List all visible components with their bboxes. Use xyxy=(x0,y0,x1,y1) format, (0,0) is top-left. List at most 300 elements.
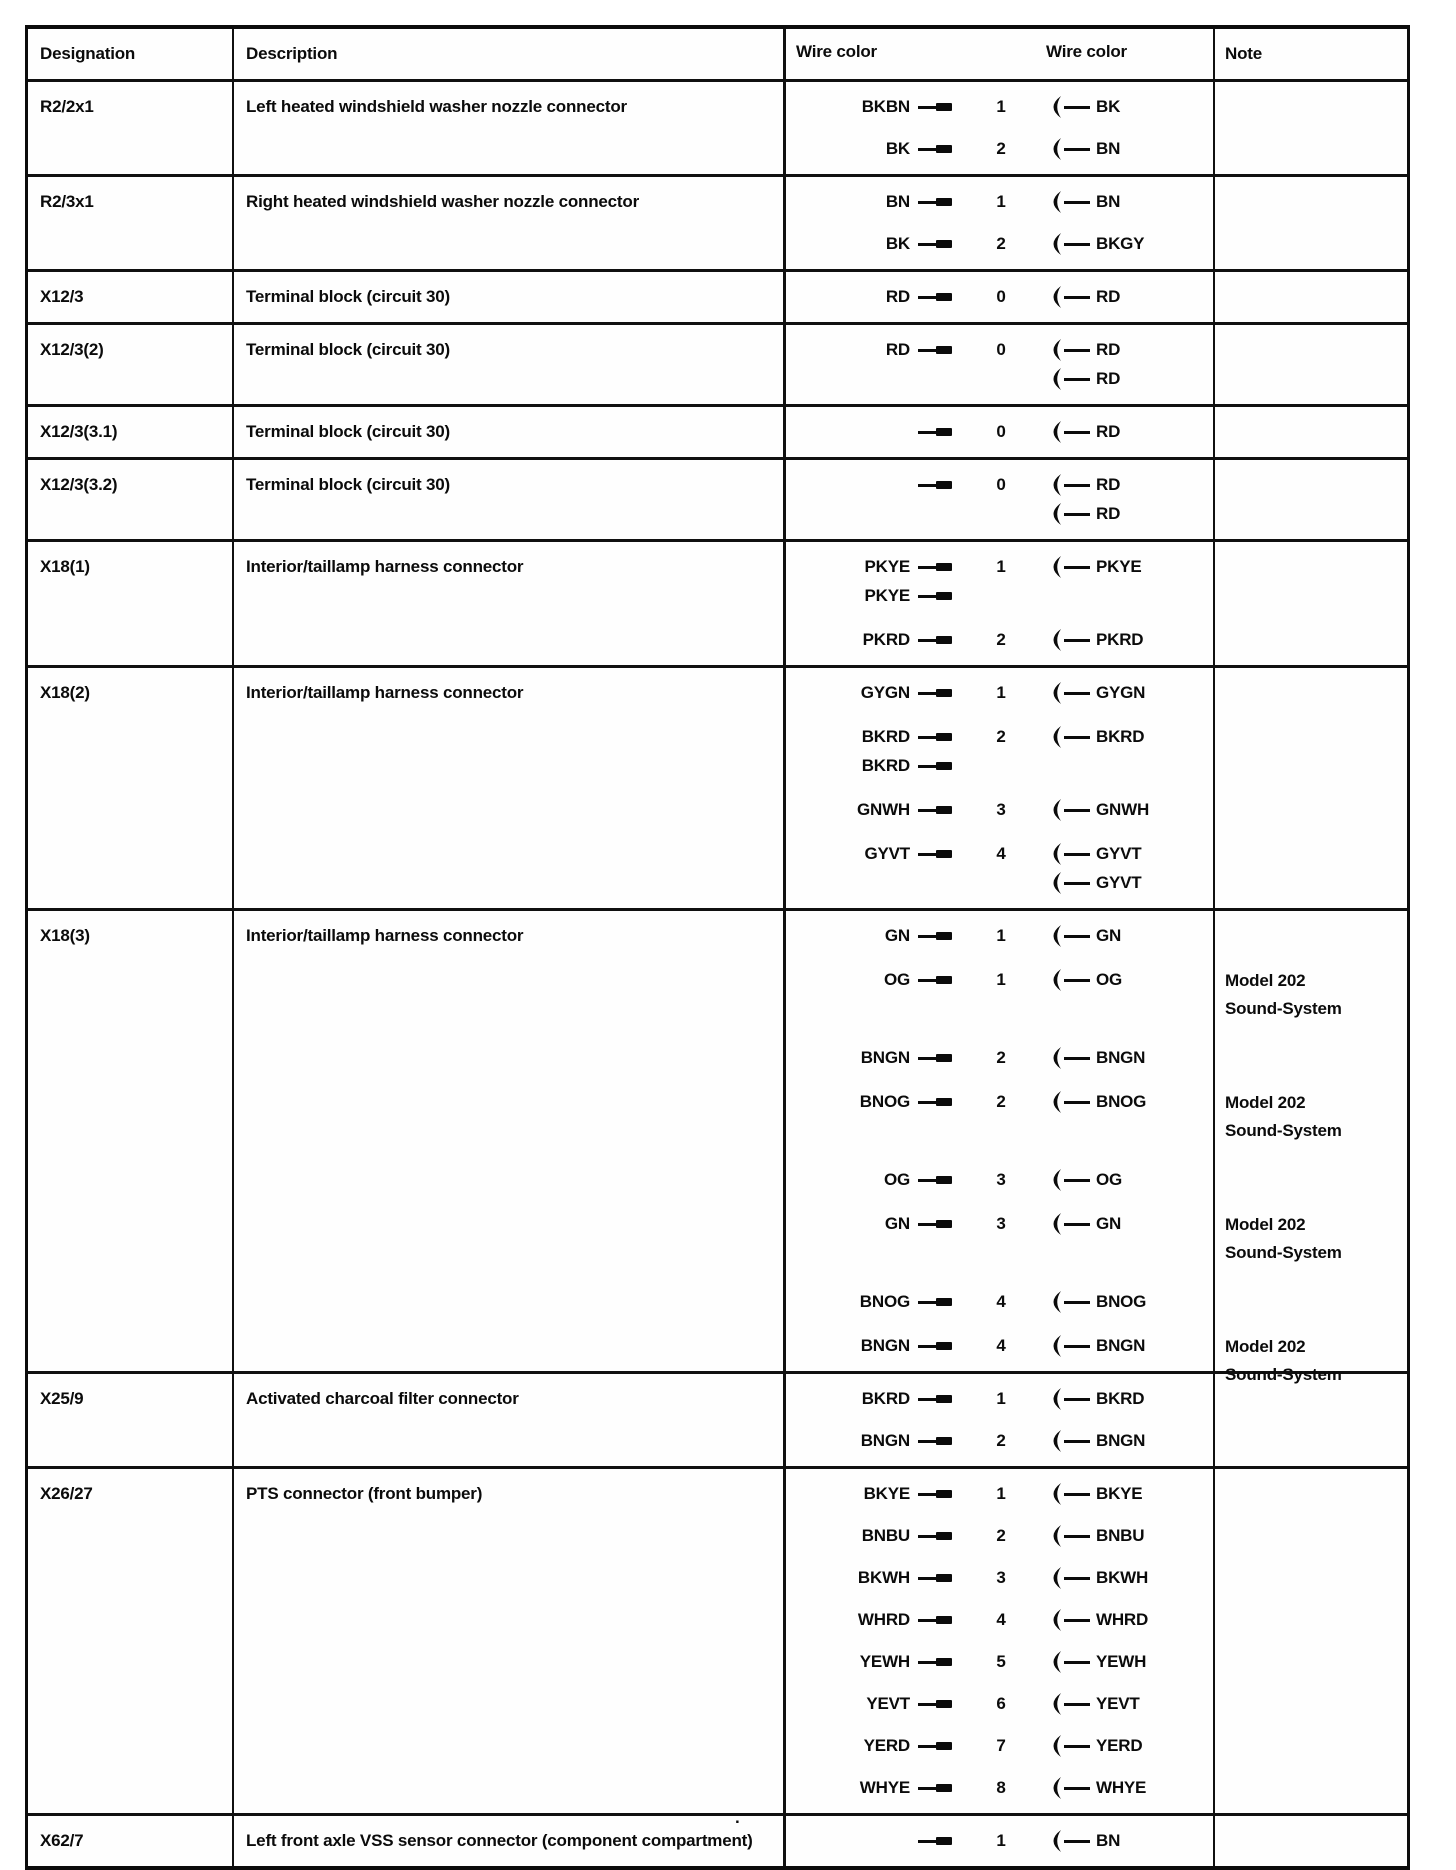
wire-line-segment-icon xyxy=(1064,1493,1090,1496)
wire-stub-icon xyxy=(916,1481,958,1507)
wire-right-label: WHRD xyxy=(1096,1610,1149,1629)
wire-left-label: BK xyxy=(885,234,910,253)
wire-list xyxy=(786,460,1215,539)
page-footer-dot: . xyxy=(735,1808,740,1827)
wire-right-group xyxy=(1050,969,1122,991)
description-cell xyxy=(234,82,786,174)
wire-left-label: YEWH xyxy=(859,1652,910,1671)
wire-line xyxy=(786,797,1213,823)
note-line-2: Sound-System xyxy=(1225,1243,1342,1262)
wire-right-label: BNOG xyxy=(1096,1092,1147,1111)
note-block xyxy=(1225,189,1403,215)
wire-list xyxy=(786,82,1215,174)
designation-label: X18(1) xyxy=(40,557,90,576)
wire-line xyxy=(786,680,1213,706)
note-block xyxy=(1225,1649,1403,1675)
socket-contact-icon xyxy=(1050,339,1063,361)
wire-line xyxy=(786,189,1213,215)
wire-left-label: OG xyxy=(883,1170,910,1189)
wire-line-segment-icon xyxy=(1064,1398,1090,1401)
wire-line xyxy=(786,1733,1213,1759)
description-label: Terminal block (circuit 30) xyxy=(246,422,451,441)
socket-contact-icon xyxy=(1050,138,1063,160)
note-list xyxy=(1215,911,1407,1384)
wire-line xyxy=(786,583,1213,609)
description-cell xyxy=(234,1816,786,1866)
wire-right-group xyxy=(1050,1735,1142,1757)
socket-contact-icon xyxy=(1050,969,1063,991)
wire-left-label: BNGN xyxy=(860,1336,910,1355)
wire-list xyxy=(786,272,1215,322)
note-list xyxy=(1215,325,1407,404)
wire-left-label: BNOG xyxy=(859,1092,910,1111)
wire-left-label: BNBU xyxy=(861,1526,910,1545)
description-label: Interior/taillamp harness connector xyxy=(246,926,524,945)
socket-contact-icon xyxy=(1050,1777,1063,1799)
table-row xyxy=(28,1466,1407,1813)
wire-right-group xyxy=(1050,286,1120,308)
note-line-1: Model 202 xyxy=(1225,1093,1306,1112)
description-label: Left front axle VSS sensor connector (component compartment) xyxy=(246,1831,753,1850)
wire-line xyxy=(786,501,1213,527)
wire-stub-icon xyxy=(916,1089,958,1115)
wire-stub-icon xyxy=(916,1167,958,1193)
note-line-2: Sound-System xyxy=(1225,1121,1342,1140)
wire-pin-number: 2 xyxy=(996,1526,1006,1545)
connector-pinout-table xyxy=(25,25,1410,1870)
table-row xyxy=(28,269,1407,322)
socket-contact-icon xyxy=(1050,1213,1063,1235)
note-list xyxy=(1215,542,1407,665)
note-list xyxy=(1215,272,1407,322)
wire-right-group xyxy=(1050,872,1142,894)
note-block xyxy=(1225,753,1403,779)
wire-line xyxy=(786,94,1213,120)
description-label: Activated charcoal filter connector xyxy=(246,1389,519,1408)
wire-stub-icon xyxy=(916,841,958,867)
socket-contact-icon xyxy=(1050,1525,1063,1547)
wire-line-segment-icon xyxy=(1064,431,1090,434)
wire-right-label: RD xyxy=(1096,475,1121,494)
wire-line xyxy=(786,1333,1213,1359)
wire-left-label: GYVT xyxy=(864,844,910,863)
wire-right-group xyxy=(1050,726,1144,748)
note-block xyxy=(1225,923,1403,949)
wire-stub-icon xyxy=(916,1386,958,1412)
wire-list xyxy=(786,1816,1215,1866)
wire-line-segment-icon xyxy=(1064,853,1090,856)
note-list xyxy=(1215,1374,1407,1466)
wire-line xyxy=(786,1089,1213,1115)
wire-line-segment-icon xyxy=(1064,639,1090,642)
description-cell xyxy=(234,911,786,1371)
designation-label: X18(2) xyxy=(40,683,90,702)
wire-stub-icon xyxy=(916,753,958,779)
wire-line xyxy=(786,753,1213,779)
wire-line xyxy=(786,1289,1213,1315)
note-block xyxy=(1225,284,1403,310)
description-label: Right heated windshield washer nozzle connector xyxy=(246,192,639,211)
wire-left-label: GN xyxy=(884,1214,910,1233)
wire-right-label: BN xyxy=(1096,1831,1121,1850)
wire-right-label: PKRD xyxy=(1096,630,1144,649)
wire-right-label: BN xyxy=(1096,192,1121,211)
note-block xyxy=(1225,337,1403,363)
wire-right-label: GN xyxy=(1096,926,1122,945)
wire-right-group xyxy=(1050,474,1120,496)
designation-label: R2/3x1 xyxy=(40,192,94,211)
wire-pin-number: 1 xyxy=(996,683,1006,702)
table-body xyxy=(28,79,1407,1866)
designation-cell xyxy=(28,911,234,1371)
wire-line xyxy=(786,1386,1213,1412)
wire-left-label: GN xyxy=(884,926,910,945)
socket-contact-icon xyxy=(1050,1335,1063,1357)
wire-line-segment-icon xyxy=(1064,484,1090,487)
wire-stub-icon xyxy=(916,680,958,706)
designation-cell xyxy=(28,272,234,322)
wire-stub-icon xyxy=(916,136,958,162)
socket-contact-icon xyxy=(1050,1291,1063,1313)
wire-right-group xyxy=(1050,925,1121,947)
wire-line-segment-icon xyxy=(1064,1577,1090,1580)
wire-list xyxy=(786,542,1215,665)
wire-line-segment-icon xyxy=(1064,1440,1090,1443)
wire-line xyxy=(786,366,1213,392)
table-row xyxy=(28,79,1407,174)
wire-stub-icon xyxy=(916,1775,958,1801)
wire-right-group xyxy=(1050,368,1120,390)
wire-right-group xyxy=(1050,1777,1146,1799)
socket-contact-icon xyxy=(1050,1430,1063,1452)
description-cell xyxy=(234,177,786,269)
wire-pin-number: 2 xyxy=(996,727,1006,746)
description-label: Terminal block (circuit 30) xyxy=(246,340,451,359)
wire-list xyxy=(786,668,1215,908)
designation-label: X62/7 xyxy=(40,1831,84,1850)
note-block xyxy=(1225,136,1403,162)
note-block xyxy=(1225,501,1403,527)
description-cell xyxy=(234,460,786,539)
wire-pin-number: 5 xyxy=(996,1652,1006,1671)
wire-line xyxy=(786,841,1213,867)
wire-line-segment-icon xyxy=(1064,1179,1090,1182)
table-row xyxy=(28,457,1407,539)
wire-left-label: BK xyxy=(885,139,910,158)
wire-right-group xyxy=(1050,503,1120,525)
wire-line-segment-icon xyxy=(1064,1703,1090,1706)
socket-contact-icon xyxy=(1050,286,1063,308)
socket-contact-icon xyxy=(1050,556,1063,578)
wire-left-label: PKRD xyxy=(862,630,910,649)
socket-contact-icon xyxy=(1050,1567,1063,1589)
wire-line-segment-icon xyxy=(1064,1661,1090,1664)
wire-right-label: GN xyxy=(1096,1214,1122,1233)
wire-line xyxy=(786,1691,1213,1717)
wire-line-segment-icon xyxy=(1064,1840,1090,1843)
note-block xyxy=(1225,1089,1403,1140)
wire-left-label: YERD xyxy=(863,1736,910,1755)
note-block xyxy=(1225,1775,1403,1801)
note-line-1: Model 202 xyxy=(1225,1215,1306,1234)
wire-right-group xyxy=(1050,1335,1145,1357)
socket-contact-icon xyxy=(1050,726,1063,748)
description-cell xyxy=(234,407,786,457)
note-line-2: Sound-System xyxy=(1225,999,1342,1018)
wire-pin-number: 2 xyxy=(996,1431,1006,1450)
wire-pin-number: 2 xyxy=(996,234,1006,253)
note-list xyxy=(1215,1469,1407,1813)
designation-cell xyxy=(28,460,234,539)
wire-left-label: BNGN xyxy=(860,1431,910,1450)
wire-right-label: RD xyxy=(1096,422,1121,441)
wire-line xyxy=(786,136,1213,162)
wire-right-label: RD xyxy=(1096,369,1121,388)
designation-cell xyxy=(28,1816,234,1866)
wire-pin-number: 0 xyxy=(996,475,1006,494)
wire-right-label: BK xyxy=(1096,97,1121,116)
wire-left-label: BNGN xyxy=(860,1048,910,1067)
wire-stub-icon xyxy=(916,337,958,363)
wire-right-label: OG xyxy=(1096,970,1123,989)
designation-cell xyxy=(28,1469,234,1813)
note-block xyxy=(1225,366,1403,392)
wire-left-label: OG xyxy=(883,970,910,989)
socket-contact-icon xyxy=(1050,1483,1063,1505)
wire-right-label: BKYE xyxy=(1096,1484,1143,1503)
wire-line-segment-icon xyxy=(1064,296,1090,299)
designation-cell xyxy=(28,542,234,665)
wire-line-segment-icon xyxy=(1064,1101,1090,1104)
header-designation-label: Designation xyxy=(40,44,136,63)
wire-right-group xyxy=(1050,138,1120,160)
table-row xyxy=(28,404,1407,457)
note-list xyxy=(1215,460,1407,539)
wire-left-label: BKYE xyxy=(863,1484,910,1503)
socket-contact-icon xyxy=(1050,1693,1063,1715)
wire-right-group xyxy=(1050,1388,1144,1410)
wire-pin-number: 2 xyxy=(996,1092,1006,1111)
designation-label: X12/3(3.2) xyxy=(40,475,118,494)
socket-contact-icon xyxy=(1050,474,1063,496)
note-block xyxy=(1225,1333,1403,1384)
wire-line-segment-icon xyxy=(1064,1619,1090,1622)
wire-stub-icon xyxy=(916,583,958,609)
wire-pin-number: 0 xyxy=(996,422,1006,441)
note-block xyxy=(1225,1523,1403,1549)
wire-pin-number: 8 xyxy=(996,1778,1006,1797)
wire-line-segment-icon xyxy=(1064,1223,1090,1226)
wire-line-segment-icon xyxy=(1064,148,1090,151)
wire-pin-number: 7 xyxy=(996,1736,1006,1755)
wire-pin-number: 1 xyxy=(996,97,1006,116)
wire-line xyxy=(786,337,1213,363)
description-cell xyxy=(234,1469,786,1813)
wire-right-group xyxy=(1050,556,1142,578)
table-row xyxy=(28,174,1407,269)
table-row xyxy=(28,322,1407,404)
wire-pin-number: 1 xyxy=(996,557,1006,576)
wire-pin-number: 2 xyxy=(996,630,1006,649)
wire-pin-number: 4 xyxy=(996,844,1006,863)
designation-label: X12/3 xyxy=(40,287,84,306)
wire-right-group xyxy=(1050,1609,1148,1631)
description-cell xyxy=(234,1374,786,1466)
wire-line xyxy=(786,231,1213,257)
wire-right-group xyxy=(1050,1525,1144,1547)
wire-right-group xyxy=(1050,1430,1145,1452)
wire-right-label: OG xyxy=(1096,1170,1123,1189)
designation-cell xyxy=(28,668,234,908)
note-block xyxy=(1225,627,1403,653)
wire-list xyxy=(786,325,1215,404)
wire-line-segment-icon xyxy=(1064,201,1090,204)
wire-right-group xyxy=(1050,233,1144,255)
socket-contact-icon xyxy=(1050,96,1063,118)
wire-right-label: RD xyxy=(1096,287,1121,306)
wire-list xyxy=(786,1469,1215,1813)
description-label: Interior/taillamp harness connector xyxy=(246,683,524,702)
wire-stub-icon xyxy=(916,967,958,993)
note-block xyxy=(1225,1386,1403,1412)
wire-right-group xyxy=(1050,799,1149,821)
socket-contact-icon xyxy=(1050,1169,1063,1191)
table-row xyxy=(28,1813,1407,1866)
wire-stub-icon xyxy=(916,284,958,310)
socket-contact-icon xyxy=(1050,1091,1063,1113)
description-cell xyxy=(234,668,786,908)
designation-label: X26/27 xyxy=(40,1484,93,1503)
wire-line xyxy=(786,472,1213,498)
wire-line-segment-icon xyxy=(1064,1345,1090,1348)
wire-line-segment-icon xyxy=(1064,809,1090,812)
description-cell xyxy=(234,325,786,404)
wire-right-label: BNGN xyxy=(1096,1431,1146,1450)
wire-stub-icon xyxy=(916,1691,958,1717)
wire-right-label: BNBU xyxy=(1096,1526,1145,1545)
wire-list xyxy=(786,1374,1215,1466)
note-block xyxy=(1225,1691,1403,1717)
description-label: PTS connector (front bumper) xyxy=(246,1484,483,1503)
note-list xyxy=(1215,82,1407,174)
wire-right-group xyxy=(1050,96,1120,118)
wire-stub-icon xyxy=(916,1428,958,1454)
wire-line xyxy=(786,1211,1213,1237)
wire-line-segment-icon xyxy=(1064,378,1090,381)
wire-pin-number: 3 xyxy=(996,800,1006,819)
note-block xyxy=(1225,1565,1403,1591)
wire-right-label: WHYE xyxy=(1096,1778,1147,1797)
wire-stub-icon xyxy=(916,1649,958,1675)
socket-contact-icon xyxy=(1050,925,1063,947)
wire-line-segment-icon xyxy=(1064,1787,1090,1790)
wire-right-group xyxy=(1050,191,1120,213)
wire-line-segment-icon xyxy=(1064,1745,1090,1748)
wire-stub-icon xyxy=(916,1045,958,1071)
wire-stub-icon xyxy=(916,627,958,653)
note-line-1: Model 202 xyxy=(1225,1337,1306,1356)
wire-left-label: BKRD xyxy=(861,727,910,746)
wire-right-label: BKRD xyxy=(1096,1389,1145,1408)
wire-stub-icon xyxy=(916,231,958,257)
wire-right-group xyxy=(1050,682,1145,704)
header-wire-color-left-label: Wire color xyxy=(796,42,877,61)
wire-right-label: BN xyxy=(1096,139,1121,158)
wire-pin-number: 1 xyxy=(996,926,1006,945)
designation-label: X18(3) xyxy=(40,926,90,945)
note-list xyxy=(1215,177,1407,269)
wire-line xyxy=(786,1565,1213,1591)
note-block xyxy=(1225,231,1403,257)
wire-list xyxy=(786,911,1215,1371)
header-wire-color-right-label: Wire color xyxy=(1046,42,1127,61)
description-label: Terminal block (circuit 30) xyxy=(246,287,451,306)
wire-right-label: RD xyxy=(1096,504,1121,523)
wire-right-label: BKWH xyxy=(1096,1568,1149,1587)
socket-contact-icon xyxy=(1050,799,1063,821)
wire-line xyxy=(786,1775,1213,1801)
wire-line xyxy=(786,870,1213,896)
wire-right-label: YERD xyxy=(1096,1736,1143,1755)
wire-pin-number: 3 xyxy=(996,1214,1006,1233)
wire-right-group xyxy=(1050,1291,1146,1313)
description-label: Interior/taillamp harness connector xyxy=(246,557,524,576)
designation-label: R2/2x1 xyxy=(40,97,94,116)
wire-line xyxy=(786,724,1213,750)
wire-stub-icon xyxy=(916,189,958,215)
note-block xyxy=(1225,1828,1403,1854)
note-block xyxy=(1225,841,1403,867)
note-line-2: Sound-System xyxy=(1225,1365,1342,1384)
wire-left-label: WHRD xyxy=(857,1610,910,1629)
wire-right-group xyxy=(1050,1830,1120,1852)
wire-left-label: RD xyxy=(885,340,910,359)
wire-right-label: BNGN xyxy=(1096,1336,1146,1355)
wire-right-label: GYVT xyxy=(1096,873,1142,892)
wire-pin-number: 1 xyxy=(996,1484,1006,1503)
wire-line-segment-icon xyxy=(1064,566,1090,569)
wire-pin-number: 0 xyxy=(996,287,1006,306)
socket-contact-icon xyxy=(1050,1651,1063,1673)
wire-right-group xyxy=(1050,421,1120,443)
wire-pin-number: 1 xyxy=(996,1831,1006,1850)
designation-cell xyxy=(28,177,234,269)
wire-line-segment-icon xyxy=(1064,1535,1090,1538)
wire-line xyxy=(786,1607,1213,1633)
wire-right-group xyxy=(1050,1047,1145,1069)
wire-left-label: PKYE xyxy=(864,586,910,605)
note-block xyxy=(1225,583,1403,609)
wire-stub-icon xyxy=(916,1828,958,1854)
description-cell xyxy=(234,542,786,665)
wire-left-label: BKRD xyxy=(861,756,910,775)
wire-line-segment-icon xyxy=(1064,1057,1090,1060)
note-block xyxy=(1225,1481,1403,1507)
wire-right-group xyxy=(1050,1169,1122,1191)
socket-contact-icon xyxy=(1050,629,1063,651)
wire-pin-number: 1 xyxy=(996,1389,1006,1408)
wire-line-segment-icon xyxy=(1064,979,1090,982)
wire-list xyxy=(786,407,1215,457)
wire-right-label: GYGN xyxy=(1096,683,1146,702)
wire-line-segment-icon xyxy=(1064,882,1090,885)
header-description xyxy=(234,29,786,79)
table-row xyxy=(28,1371,1407,1466)
note-list xyxy=(1215,1816,1407,1866)
note-list xyxy=(1215,407,1407,457)
designation-cell xyxy=(28,325,234,404)
wire-pin-number: 4 xyxy=(996,1292,1006,1311)
